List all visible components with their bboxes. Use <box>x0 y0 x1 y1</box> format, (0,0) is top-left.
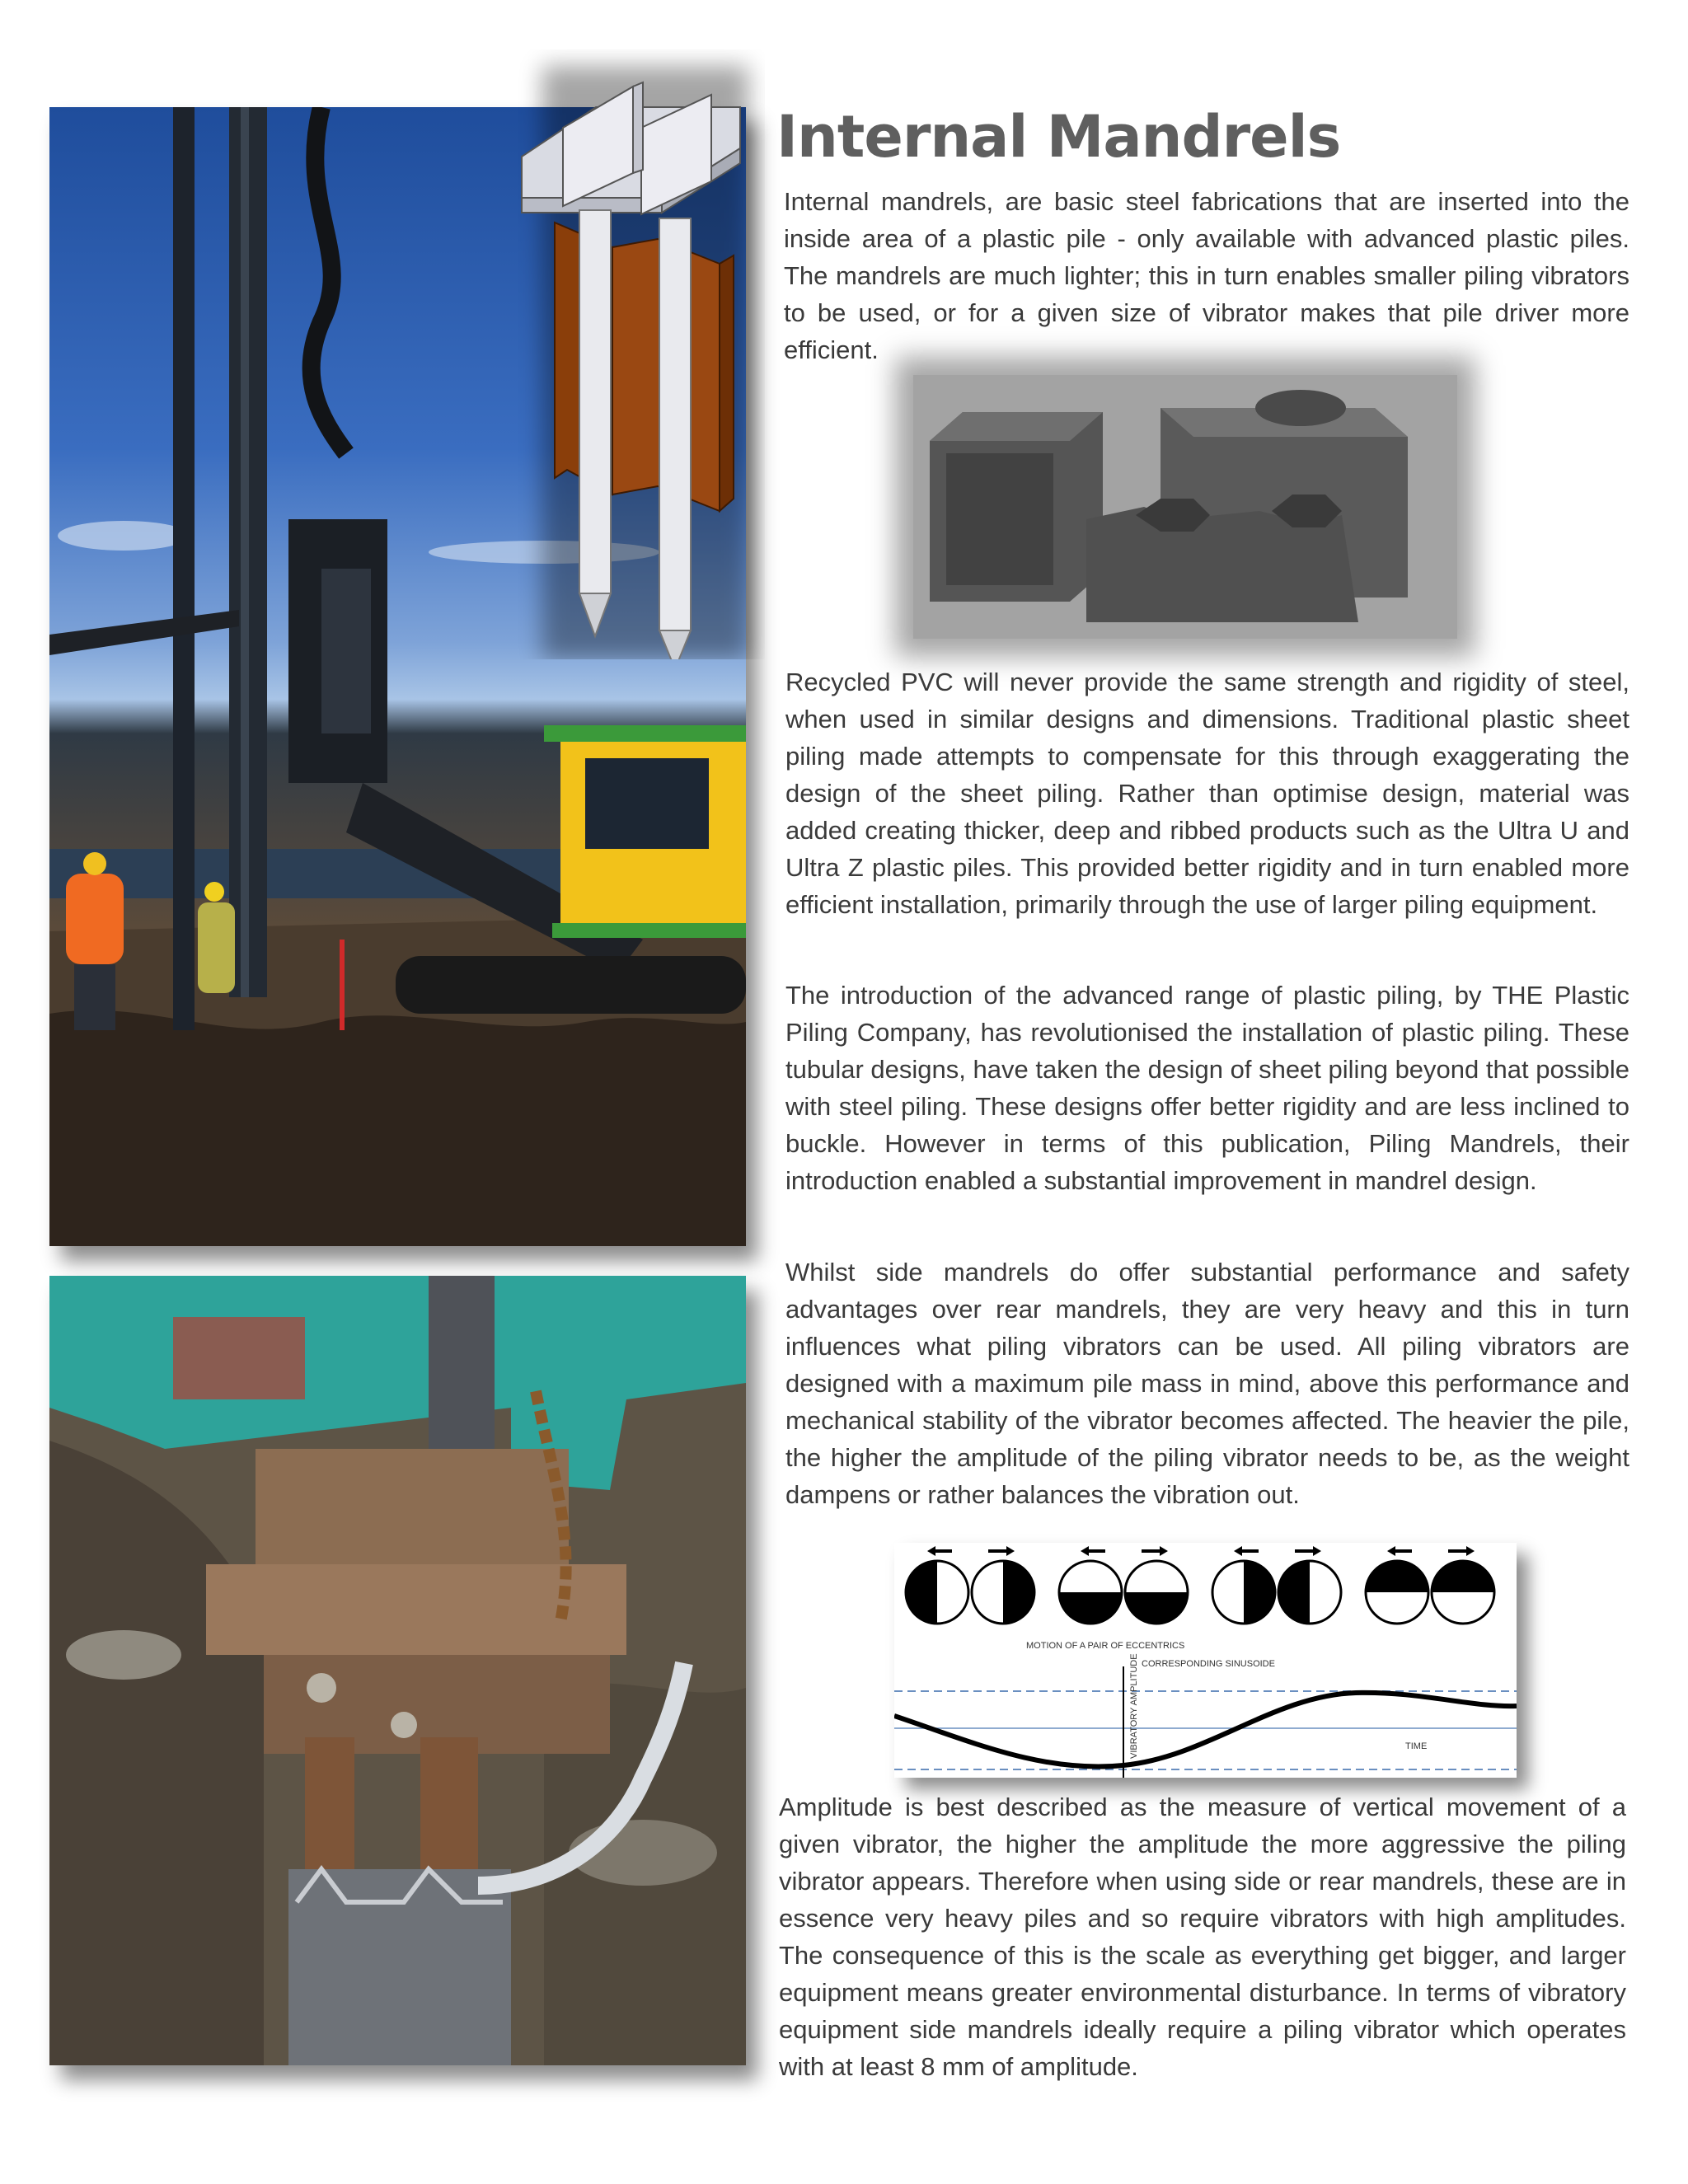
diagram-label-motion: MOTION OF A PAIR OF ECCENTRICS <box>1026 1641 1185 1651</box>
plastic-pile-profiles-render <box>913 375 1457 639</box>
diagram-label-time: TIME <box>1405 1741 1428 1751</box>
paragraph-amplitude: Amplitude is best described as the measure of vertical movement of a given vibrator, the higher the amplitude the more aggressive the piling vibrator appears. Therefore when using side or rear mandrels, these are in essence very heavy piles and so require vibrators with high amplitudes. The consequence of this is the scale as everything get bigger, and larger equipment means greater environmental disturbance. In terms of vibratory equipment side mandrels ideally require a piling vibrator which operates with at least 8 mm of amplitude. <box>779 1793 1626 2081</box>
paragraph-side-mandrels: Whilst side mandrels do offer substantial performance and safety advantages over rear mandrels, they are very heavy and this in turn influences what piling vibrators can be used. All piling vibrators are designed with a maximum pile mass in mind, above this performance and mechanical stability of the vibrator becomes affected. The heavier the pile, the higher the amplitude of the piling vibrator needs to be, as the weight dampens or rather balances the vibration out. <box>785 1258 1629 1509</box>
mandrel-closeup-illustration <box>49 1276 746 2065</box>
eccentric-motion-diagram <box>894 1543 1517 1778</box>
paragraph-recycled-pvc: Recycled PVC will never provide the same strength and rigidity of steel, when used in similar designs and dimensions. Traditional plastic sheet piling made attempts to compensate for this through exaggerating the design of the sheet piling. Rather than optimise design, material was added creating thicker, deep and ribbed products such as the Ultra U and Ultra Z plastic piles. This provided better rigidity and in turn enabled more efficient installation, primarily through the use of larger piling equipment. <box>785 668 1629 919</box>
eccentric-pair-1 <box>906 1546 1034 1624</box>
eccentric-pair-3 <box>1212 1546 1341 1624</box>
paragraph-advanced-range: The introduction of the advanced range of plastic piling, by THE Plastic Piling Company, has revolutionised the installation of plastic piling. These tubular designs, have taken the design of sheet piling beyond that possible with steel piling. These designs offer better rigidity and are less inclined to buckle. However in terms of this publication, Piling Mandrels, their introduction enabled a substantial improvement in mandrel design. <box>785 981 1629 1195</box>
diagram-label-amplitude: VIBRATORY AMPLITUDE <box>1129 1653 1139 1759</box>
sinusoid-curve <box>894 1693 1517 1767</box>
diagram-label-sinusoid: CORRESPONDING SINUSOIDE <box>1142 1659 1275 1669</box>
internal-mandrel-diagram <box>518 49 765 659</box>
eccentric-sinusoid-diagram <box>894 1543 1517 1778</box>
mandrel-closeup-photo <box>49 1276 746 2065</box>
page-title: Internal Mandrels <box>776 103 1341 171</box>
internal-mandrel-render <box>518 49 765 659</box>
plastic-pile-profiles-illustration <box>913 375 1457 639</box>
eccentric-pair-4 <box>1366 1546 1494 1624</box>
eccentric-pair-2 <box>1059 1546 1188 1624</box>
paragraph-internal-mandrels: Internal mandrels, are basic steel fabrications that are inserted into the inside area of a plastic pile - only available with advanced plastic piles. The mandrels are much lighter; this in turn enables smaller piling vibrators to be used, or for a given size of vibrator makes that pile driver more efficient. <box>784 187 1629 364</box>
